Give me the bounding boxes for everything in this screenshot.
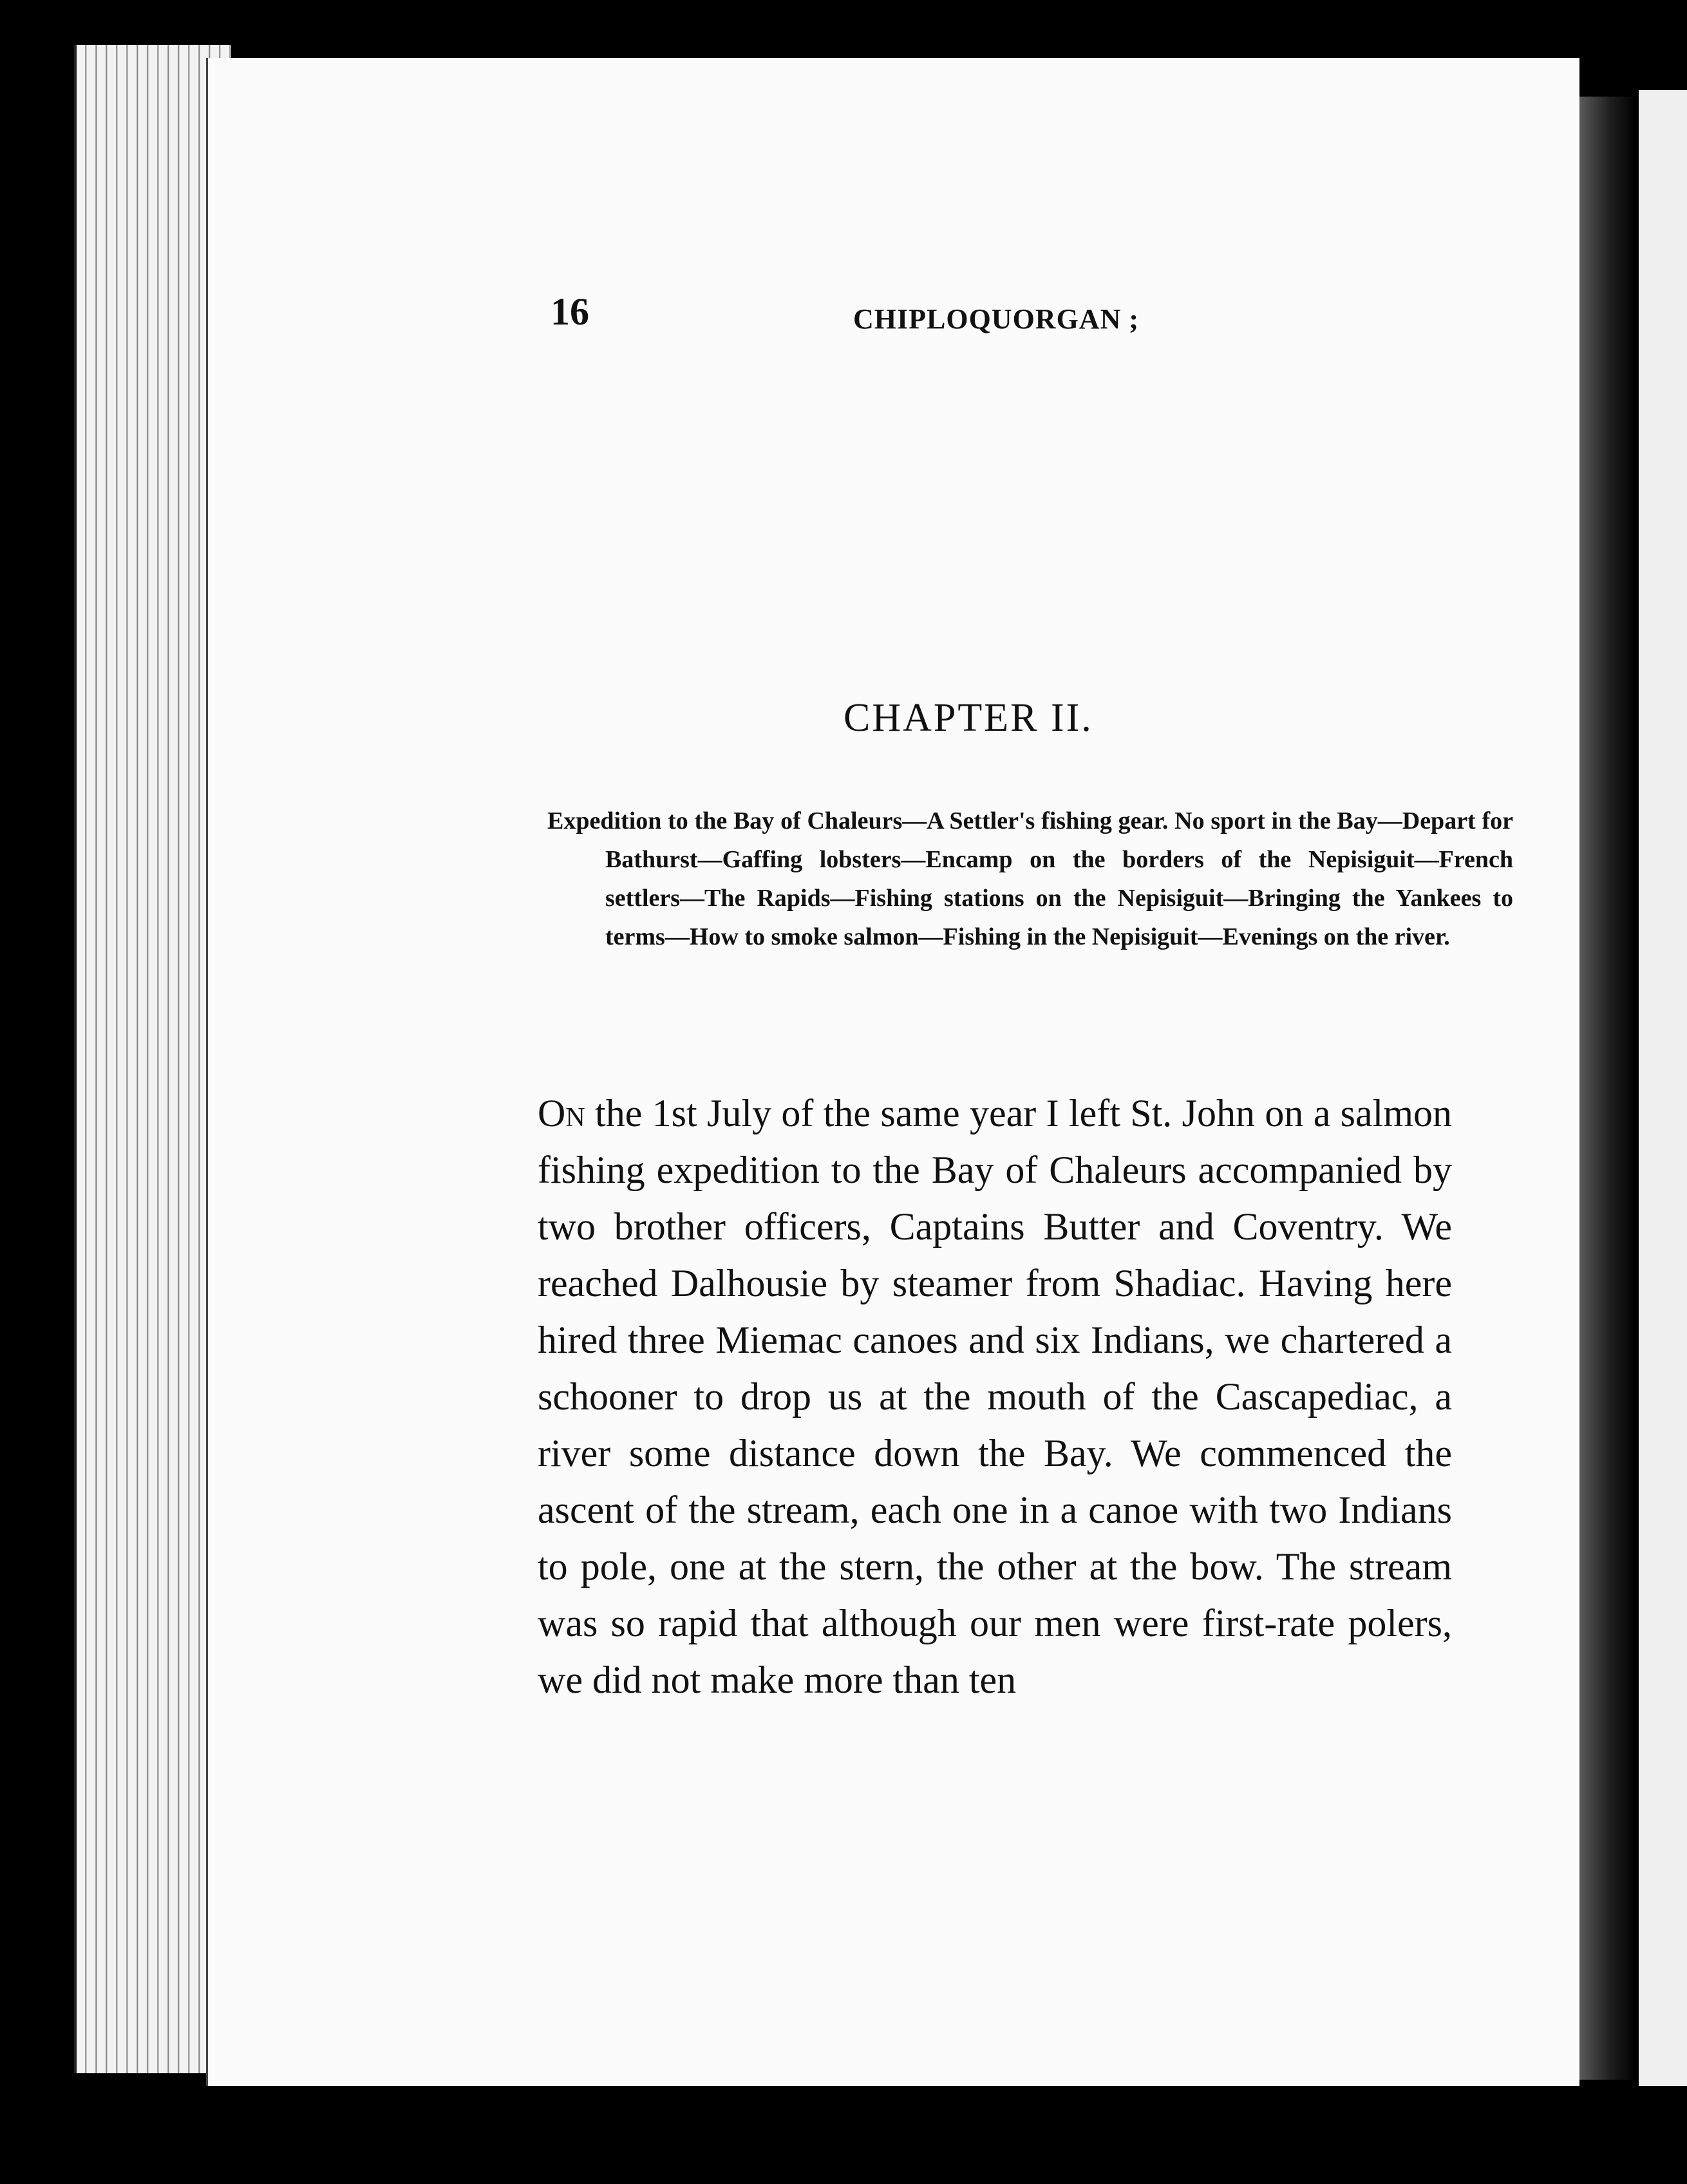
body-paragraph xyxy=(538,1085,1452,1708)
running-head: CHIPLOQUORGAN ; xyxy=(853,303,1139,335)
opening-word: On xyxy=(538,1092,585,1134)
chapter-title: CHAPTER II. xyxy=(844,696,1093,740)
page-number: 16 xyxy=(551,290,589,333)
page-sheet xyxy=(206,58,1579,2086)
facing-page-edge xyxy=(1639,90,1687,2086)
chapter-synopsis: Expedition to the Bay of Chaleurs—A Settler's fishing gear. No sport in the Bay—Depart for Bathurst—Gaffing lobsters—Encamp on the borders of the Nepisiguit—French settlers—The Rapids—Fishing stations on the Nepisiguit—Bringing the Yankees to terms—How to smoke salmon—Fishing in the Nepisiguit—Evenings on the river. xyxy=(547,807,1513,950)
body-text: the 1st July of the same year I left St. John on a salmon fishing expedition to the Bay of Chaleurs accompanied by two brother officers, Captains Butter and Coventry. We reached Dalhousie by steamer from Shadiac. Having here hired three Miemac canoes and six Indians, we chartered a schooner to drop us at the mouth of the Cascapediac, a river some distance down the Bay. We commenced the ascent of the stream, each one in a canoe with two Indians to pole, one at the stern, the other at the bow. The stream was so rapid that although our men were first-rate polers, we did not make more than ten xyxy=(538,1092,1452,1701)
binding-shadow xyxy=(1571,97,1635,2080)
